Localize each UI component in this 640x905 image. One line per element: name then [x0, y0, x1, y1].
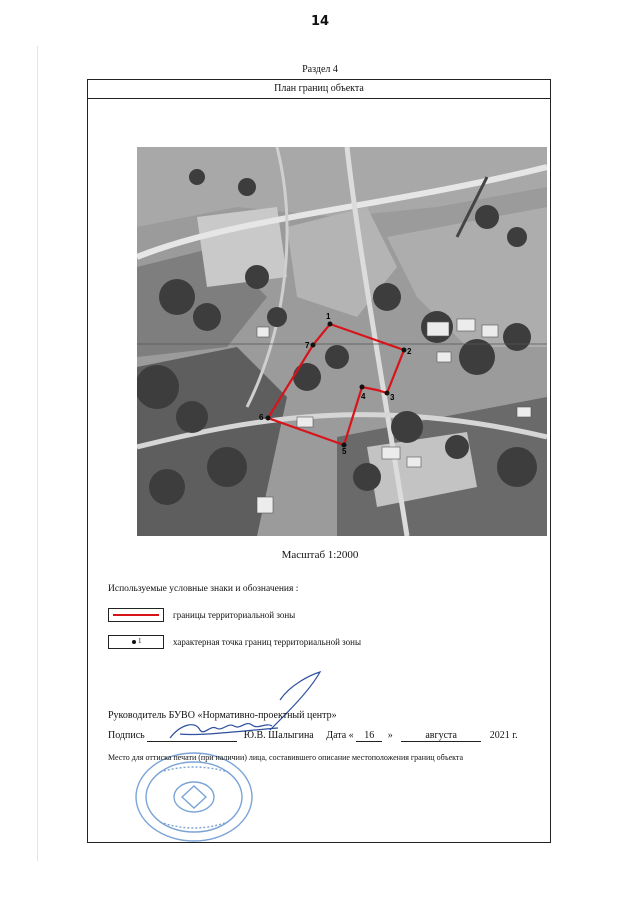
point-label-5: 5	[342, 447, 347, 456]
legend-point-number: 1	[138, 637, 142, 645]
aerial-map	[137, 147, 547, 536]
boundary-point-3	[385, 391, 390, 396]
point-label-3: 3	[390, 393, 395, 402]
signature-field	[147, 730, 237, 742]
map-scale: Масштаб 1:2000	[281, 549, 359, 561]
boundary-point-4	[360, 385, 365, 390]
boundary-point-7	[311, 343, 316, 348]
point-label-7: 7	[305, 341, 310, 350]
date-label: Дата «	[326, 730, 354, 741]
boundary-point-1	[328, 322, 333, 327]
point-label-4: 4	[361, 392, 366, 401]
sign-label: Подпись	[108, 730, 145, 741]
legend-point-label: характерная точка границ территориальной зоны	[173, 637, 362, 647]
date-day: 16	[356, 730, 382, 742]
date-year: 2021 г.	[489, 730, 518, 741]
date-day-close: »	[387, 730, 393, 741]
boundary-point-6	[266, 416, 271, 421]
head-position: Руководитель БУВО «Нормативно-проектный центр»	[108, 710, 337, 721]
point-label-1: 1	[326, 312, 331, 321]
stamp-note: Место для оттиска печати (при наличии) лица, составившего описание местоположения границ объекта	[108, 753, 464, 762]
signature-row	[108, 730, 558, 742]
frame-title: План границ объекта	[88, 80, 550, 99]
point-dot-icon	[132, 640, 136, 644]
point-label-6: 6	[259, 413, 264, 422]
legend-line-label: границы территориальной зоны	[173, 610, 296, 620]
legend-point-symbol	[108, 635, 164, 649]
point-label-2: 2	[407, 347, 412, 356]
section-label: Раздел 4	[302, 64, 338, 75]
boundary-point-2	[402, 348, 407, 353]
legend-heading: Используемые условные знаки и обозначения :	[108, 584, 299, 594]
red-line-icon	[113, 614, 159, 616]
page-number: 14	[310, 14, 330, 29]
boundary-overlay	[137, 147, 547, 536]
legend-line-symbol	[108, 608, 164, 622]
page-edge-line	[37, 46, 38, 861]
signer-name: Ю.В. Шалыгина	[243, 730, 314, 741]
date-month: августа	[401, 730, 481, 742]
